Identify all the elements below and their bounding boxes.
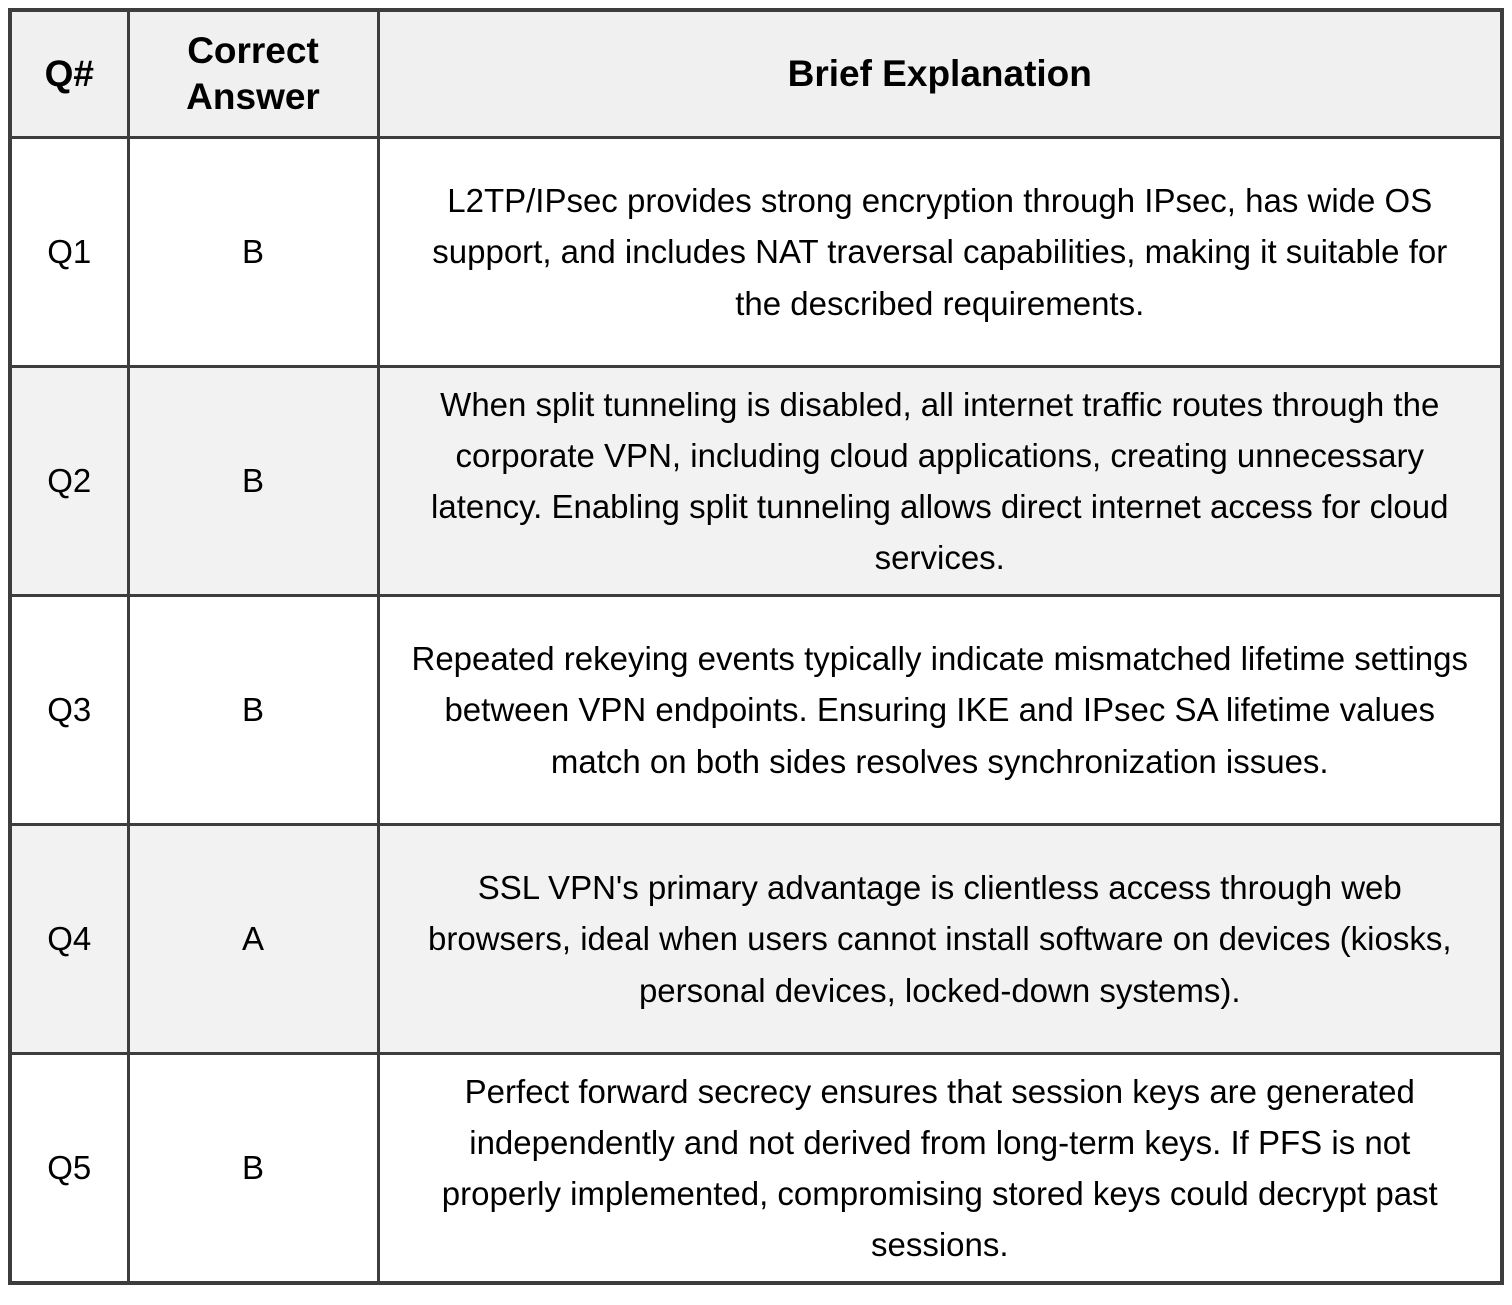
table-row-q3 (10, 596, 1502, 825)
question-number: Q2 (10, 367, 128, 596)
question-number: Q4 (10, 825, 128, 1054)
table-row-q1 (10, 138, 1502, 367)
correct-answer: B (128, 1054, 378, 1284)
column-header-correct-answer: Correct Answer (128, 10, 378, 138)
correct-answer: B (128, 138, 378, 367)
explanation-text: L2TP/IPsec provides strong encryption through IPsec, has wide OS support, and includes NAT traversal capabilities, making it suitable for the described requirements. (378, 138, 1502, 367)
table-row-q4 (10, 825, 1502, 1054)
answer-key-table (8, 8, 1504, 1285)
question-number: Q3 (10, 596, 128, 825)
header-row (10, 10, 1502, 138)
column-header-brief-explanation: Brief Explanation (378, 10, 1502, 138)
explanation-text: SSL VPN's primary advantage is clientless access through web browsers, ideal when users cannot install software on devices (kiosks, personal devices, locked-down systems). (378, 825, 1502, 1054)
table-row-q5 (10, 1054, 1502, 1284)
explanation-text: When split tunneling is disabled, all internet traffic routes through the corporate VPN, including cloud applications, creating unnecessary latency. Enabling split tunneling allows direct internet access for cloud services. (378, 367, 1502, 596)
explanation-text: Repeated rekeying events typically indicate mismatched lifetime settings between VPN endpoints. Ensuring IKE and IPsec SA lifetime values match on both sides resolves synchronization issues. (378, 596, 1502, 825)
correct-answer: A (128, 825, 378, 1054)
question-number: Q1 (10, 138, 128, 367)
column-header-qnum: Q# (10, 10, 128, 138)
table-row-q2 (10, 367, 1502, 596)
question-number: Q5 (10, 1054, 128, 1284)
correct-answer: B (128, 367, 378, 596)
correct-answer: B (128, 596, 378, 825)
explanation-text: Perfect forward secrecy ensures that session keys are generated independently and not derived from long-term keys. If PFS is not properly implemented, compromising stored keys could decrypt past sessions. (378, 1054, 1502, 1284)
